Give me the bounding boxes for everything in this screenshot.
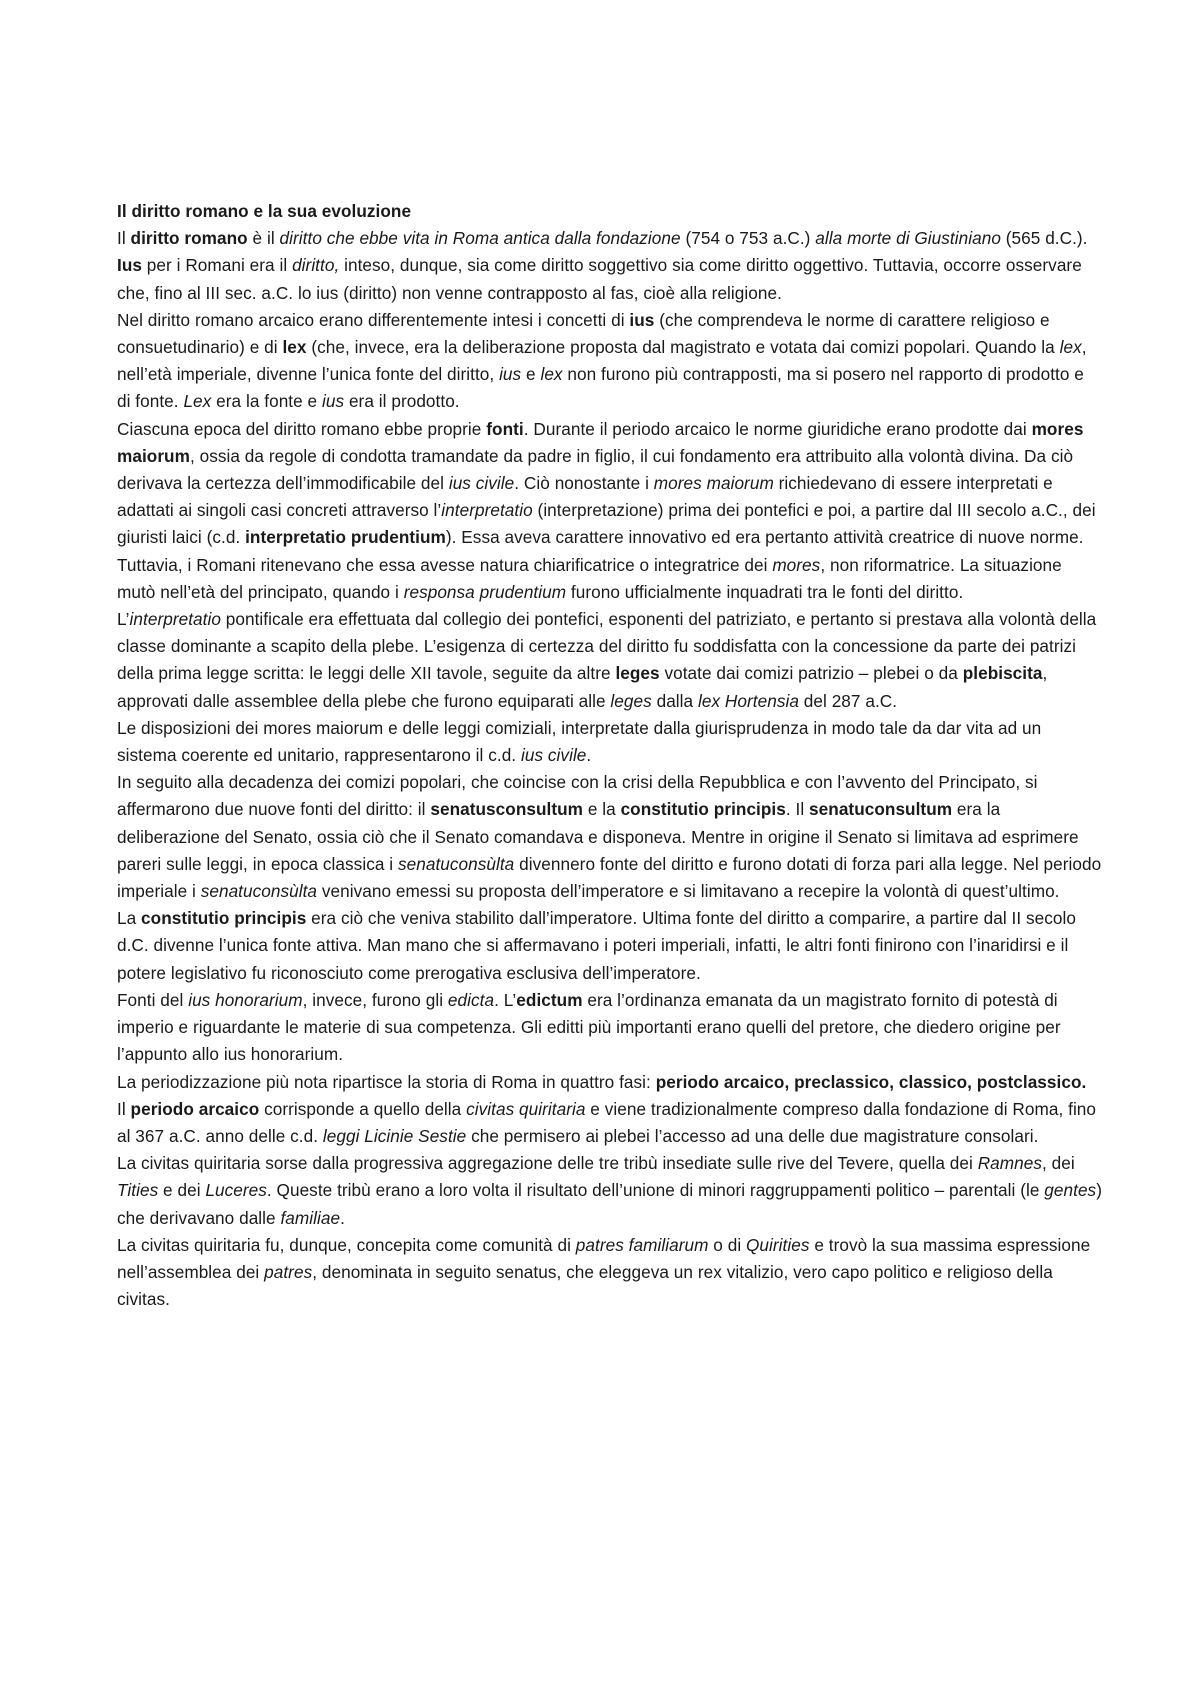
italic-text: Lex (183, 391, 212, 412)
text-run: pontificale era effettuata dal collegio dei pontefici, esponenti del patriziato, e pertanto si prestava alla volontà della classe dominante a scapito della plebe. L’esigenza di certezza del diritto fu soddisfatta con la concessione da parte dei patrizi della prima legge scritta: le leggi delle XII tavole, seguite da altre (117, 609, 1097, 684)
text-run: La (117, 908, 142, 929)
text-run: (che, invece, era la deliberazione proposta dal magistrato e votata dai comizi popolari. Quando la (306, 337, 1060, 358)
paragraph (117, 606, 1102, 715)
bold-text: periodo arcaico, preclassico, classico, postclassico. (655, 1071, 1087, 1092)
bold-text: mores maiorum (117, 418, 1084, 466)
text-run: era il prodotto. (344, 391, 460, 412)
text-run: dalla (651, 690, 698, 711)
bold-text: interpretatio prudentium (245, 527, 446, 548)
italic-text: ius (322, 391, 345, 412)
paragraph (117, 1232, 1102, 1314)
paragraph (117, 769, 1102, 905)
italic-text: civitas quiritaria (466, 1098, 586, 1119)
italic-text: Luceres (205, 1180, 267, 1201)
italic-text: mores (772, 554, 821, 575)
text-run: è il (247, 228, 280, 249)
text-run: In seguito alla decadenza dei comizi popolari, che coincise con la crisi della Repubblica e con l’avvento del Principato, si affermarono due nuove fonti del diritto: il (117, 772, 1038, 820)
text-run: furono ufficialmente inquadrati tra le fonti del diritto. (566, 581, 964, 602)
text-run: Il (117, 228, 131, 249)
italic-text: Tities (117, 1180, 159, 1201)
italic-text: ius civile (520, 745, 587, 766)
text-run: venivano emessi su proposta dell’imperatore e si limitavano a recepire la volontà di quest’ultimo. (317, 881, 1060, 902)
text-run: La civitas quiritaria sorse dalla progressiva aggregazione delle tre tribù insediate sulle rive del Tevere, quella dei (117, 1153, 978, 1174)
text-run: . (340, 1207, 345, 1228)
paragraph (117, 715, 1102, 769)
document-title: Il diritto romano e la sua evoluzione (117, 201, 412, 221)
bold-text: leges (615, 663, 660, 684)
italic-text: gentes (1044, 1180, 1097, 1201)
italic-text: diritto che ebbe vita in Roma antica dalla fondazione (279, 228, 681, 249)
text-run: del 287 a.C. (798, 690, 898, 711)
italic-text: Ramnes (977, 1153, 1043, 1174)
bold-text: diritto romano (130, 228, 248, 249)
text-run: , non riformatrice. La situazione mutò nell’età del principato, quando i (117, 554, 1062, 602)
text-run: era ciò che veniva stabilito dall’imperatore. Ultima fonte del diritto a comparire, a partire dal II secolo d.C. divenne l’unica fonte attiva. Man mano che si affermavano i poteri imperiali, infatti, le altri fonti finirono con l’inaridirsi e il potere legislativo fu riconosciuto come prerogativa esclusiva dell’imperatore. (117, 908, 1076, 983)
paragraph (117, 307, 1102, 416)
text-run: Nel diritto romano arcaico erano differentemente intesi i concetti di (117, 309, 630, 330)
text-run: Il (117, 1098, 131, 1119)
text-run: La periodizzazione più nota ripartisce la storia di Roma in quattro fasi: (117, 1071, 656, 1092)
italic-text: patres (264, 1261, 313, 1282)
italic-text: patres familiarum (575, 1234, 709, 1255)
text-run: , invece, furono gli (302, 989, 448, 1010)
text-run: . Queste tribù erano a loro volta il risultato dell’unione di minori raggruppamenti politico – parentali (le (266, 1180, 1045, 1201)
paragraph (117, 416, 1102, 606)
italic-text: mores maiorum (653, 473, 774, 494)
text-run: . Il (785, 799, 810, 820)
bold-text: lex (282, 337, 307, 358)
document-page (117, 198, 1102, 1313)
text-run: (565 d.C.). (1000, 228, 1088, 249)
text-run: richiedevano di essere interpretati e adattati ai singoli casi concreti attraverso l’ (117, 473, 1053, 521)
italic-text: ius civile (448, 473, 515, 494)
text-run: ). Essa aveva carattere innovativo ed era pertanto attività creatrice di nuove norme. Tuttavia, i Romani ritenevano che essa avesse natura chiarificatrice o integratrice dei (117, 527, 1084, 575)
paragraph (117, 1096, 1102, 1150)
text-run: era la fonte e (211, 391, 322, 412)
paragraph (117, 905, 1102, 987)
bold-text: senatuconsultum (809, 799, 953, 820)
text-run: era l’ordinanza emanata da un magistrato fornito di potestà di imperio e riguardante le materie di sua competenza. Gli editti più importanti erano quelli del pretore, che diedero origine per l’appunto allo ius honorarium. (117, 989, 1061, 1065)
bold-text: edictum (516, 989, 583, 1010)
text-run: Fonti del (117, 989, 189, 1010)
italic-text: lex Hortensia (697, 690, 799, 711)
italic-text: diritto, (292, 255, 340, 276)
text-run: votate dai comizi patrizio – plebei o da (659, 663, 963, 684)
text-run: La civitas quiritaria fu, dunque, concepita come comunità di (117, 1234, 576, 1255)
text-run: per i Romani era il (141, 255, 293, 276)
bold-text: plebiscita (962, 663, 1043, 684)
text-run: , ossia da regole di condotta tramandate da padre in figlio, il cui fondamento era attribuito alla volontà divina. Da ciò derivava la certezza dell’immodificabile del (117, 445, 1074, 494)
bold-text: constitutio principis (620, 799, 786, 820)
italic-text: alla morte di Giustiniano (815, 228, 1001, 249)
text-run: (interpretazione) prima dei pontefici e poi, a partire dal III secolo a.C., dei giuristi laici (c.d. (117, 500, 1096, 548)
text-run: . Durante il periodo arcaico le norme giuridiche erano prodotte dai (523, 418, 1032, 439)
paragraph (117, 1069, 1102, 1096)
document-body (117, 225, 1102, 1313)
text-run: , denominata in seguito senatus, che eleggeva un rex vitalizio, vero capo politico e religioso della civitas. (117, 1261, 1053, 1310)
text-run: , nell’età imperiale, divenne l’unica fonte del diritto, (117, 337, 1087, 385)
text-run: , approvati dalle assemblee della plebe che furono equiparati alle (117, 663, 1048, 711)
text-run: che permisero ai plebei l’accesso ad una delle due magistrature consolari. (466, 1125, 1039, 1146)
italic-text: ius (499, 364, 522, 385)
text-run: inteso, dunque, sia come diritto soggettivo sia come diritto oggettivo. Tuttavia, occorre osservare che, fino al III sec. a.C. lo ius (diritto) non venne contrapposto al fas, cioè alla religione. (117, 255, 1082, 303)
italic-text: lex (540, 364, 563, 385)
italic-text: interpretatio (441, 500, 533, 521)
text-run: o di (708, 1234, 747, 1255)
italic-text: interpretatio (129, 609, 221, 630)
text-run: e dei (158, 1180, 206, 1201)
text-run: . Ciò nonostante i (514, 473, 654, 494)
text-run: e viene tradizionalmente compreso dalla fondazione di Roma, fino al 367 a.C. anno delle c.d. (117, 1098, 1097, 1146)
italic-text: ius honorarium (188, 989, 303, 1010)
text-run: (754 o 753 a.C.) (680, 228, 816, 249)
italic-text: Quirities (746, 1234, 810, 1255)
italic-text: lex (1059, 337, 1082, 358)
italic-text: familiae (280, 1207, 341, 1228)
paragraph (117, 1150, 1102, 1232)
text-run: era la deliberazione del Senato, ossia ciò che il Senato comandava e disponeva. Mentre in origine il Senato si limitava ad esprimere pareri sulle leggi, in epoca classica i (117, 799, 1079, 874)
bold-text: ius (629, 309, 655, 330)
bold-text: constitutio principis (141, 908, 307, 929)
text-run: (che comprendeva le norme di carattere religioso e consuetudinario) e di (117, 309, 1050, 358)
paragraph (117, 987, 1102, 1069)
text-run: non furono più contrapposti, ma si posero nel rapporto di prodotto e di fonte. (117, 364, 1084, 412)
text-run: divennero fonte del diritto e furono dotati di forza pari alla legge. Nel periodo imperiale i (117, 853, 1102, 902)
italic-text: senatuconsùlta (200, 881, 318, 902)
text-run: . L’ (494, 989, 517, 1010)
text-run: L’ (117, 609, 130, 630)
italic-text: senatuconsùlta (397, 853, 515, 874)
paragraph (117, 225, 1102, 307)
italic-text: responsa prudentium (403, 581, 567, 602)
text-run: . (586, 745, 592, 766)
text-run: e la (583, 799, 621, 820)
text-run: ) che derivavano dalle (117, 1180, 1102, 1228)
text-run: , dei (1042, 1153, 1075, 1174)
text-run: corrisponde a quello della (259, 1098, 467, 1119)
text-run: Le disposizioni dei mores maiorum e delle leggi comiziali, interpretate dalla giurisprudenza in modo tale da dar vita ad un sistema coerente ed unitario, rappresentarono il c.d. (117, 717, 1042, 766)
text-run: e (521, 364, 541, 385)
italic-text: leges (610, 690, 652, 711)
text-run: Ciascuna epoca del diritto romano ebbe proprie (117, 418, 487, 439)
bold-text: senatusconsultum (430, 799, 584, 820)
bold-text: periodo arcaico (130, 1098, 260, 1119)
bold-text: fonti (486, 418, 524, 439)
bold-text: Ius (117, 255, 142, 276)
italic-text: leggi Licinie Sestie (322, 1125, 467, 1146)
text-run: e trovò la sua massima espressione nell’assemblea dei (117, 1234, 1091, 1282)
italic-text: edicta (447, 989, 495, 1010)
